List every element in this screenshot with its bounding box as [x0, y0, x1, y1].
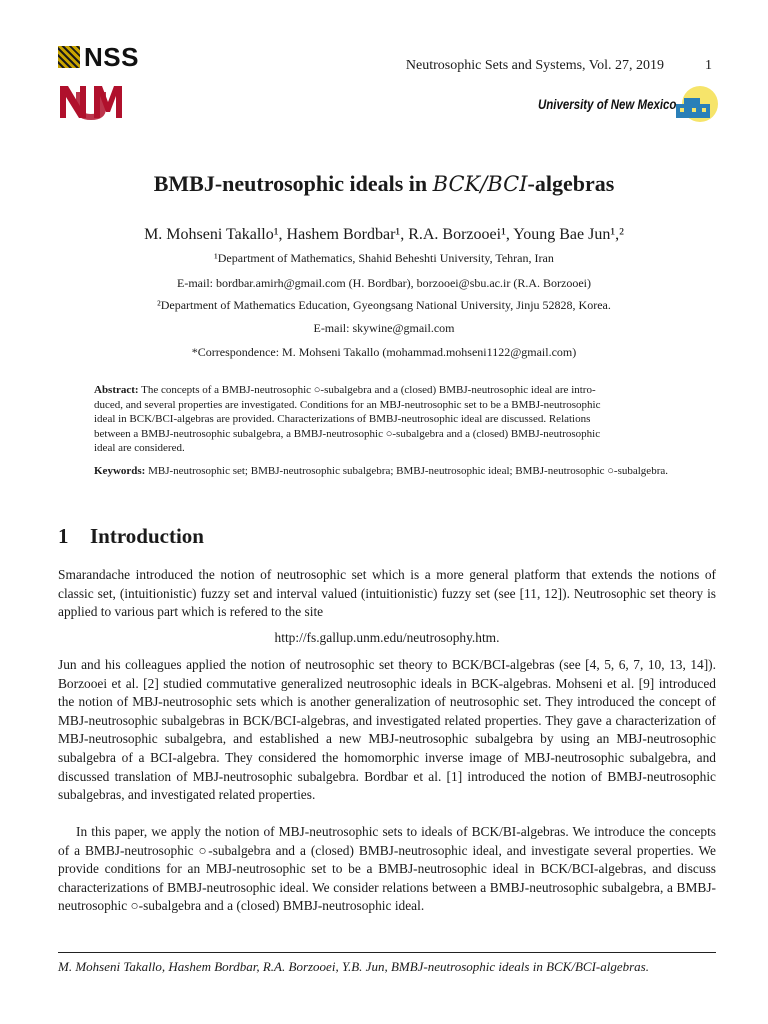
abstract: [94, 383, 678, 456]
running-footer: M. Mohseni Takallo, Hashem Bordbar, R.A. Borzooei, Y.B. Jun, BMBJ-neutrosophic ideals in BCK/BCI-algebras.: [58, 959, 649, 974]
affiliation-1: ¹Department of Mathematics, Shahid Beheshti University, Tehran, Iran: [214, 251, 554, 265]
footer-rule: [58, 952, 716, 953]
unm-logo-icon: [58, 82, 124, 127]
author-list: M. Mohseni Takallo¹, Hashem Bordbar¹, R.A. Borzooei¹, Young Bae Jun¹,²: [144, 226, 624, 243]
section-title: Introduction: [90, 524, 204, 548]
correspondence: *Correspondence: M. Mohseni Takallo (mohammad.mohseni1122@gmail.com): [191, 345, 577, 359]
neutrosophy-url: http://fs.gallup.unm.edu/neutrosophy.htm.: [274, 630, 500, 645]
nss-logo-text: NSS: [84, 42, 139, 72]
abstract-line: duced, and several properties are investigated. Conditions for an MBJ-neutrosophic set to be a BMBJ-neutrosophic: [94, 398, 601, 411]
journal-citation: Neutrosophic Sets and Systems, Vol. 27, 2019: [405, 58, 664, 73]
abstract-line: ideal in BCK/BCI-algebras are provided. Characterizations of BMBJ-neutrosophic ideal are discussed. Relations: [94, 413, 591, 426]
abstract-line: between a BMBJ-neutrosophic subalgebra, a BMBJ-neutrosophic ○-subalgebra and a (closed) BMBJ-neutrosophic: [94, 427, 601, 440]
intro-paragraph-1: Smarandache introduced the notion of neutrosophic set which is a more general platform that extends the notions of classic set, (intuitionistic) fuzzy set and interval valued (intuitionistic) fuzzy set (see [11, 12]). Neutrosophic set theory is applied to various part which is refered to the site: [58, 567, 716, 620]
title-suffix: -algebras: [527, 171, 615, 196]
intro-paragraph-3: In this paper, we apply the notion of MBJ-neutrosophic sets to ideals of BCK/BI-algebras. We introduce the concepts of a BMBJ-neutrosophic ○-subalgebra and a (closed) BMBJ-neutrosophic ideal, and investigate several properties. We provide conditions for an MBJ-neutrosophic set to be a BMBJ-neutrosophic ideal in BCK/BCI-algebras, and discuss characterizations of BMBJ-neutrosophic ideal. We consider relations between a BMBJ-neutrosophic subalgebra, a BMBJ-neutrosophic ○-subalgebra and a (closed) BMBJ-neutrosophic ideal.: [58, 824, 716, 914]
title-math: BCK/BCI: [432, 172, 528, 196]
abstract-label: Abstract:: [94, 384, 139, 396]
university-name: University of New Mexico: [538, 96, 677, 112]
abstract-line: ideal are considered.: [94, 442, 185, 455]
nss-logo: [58, 42, 139, 72]
keywords-label: Keywords:: [94, 465, 146, 477]
abstract-line: The concepts of a BMBJ-neutrosophic ○-subalgebra and a (closed) BMBJ-neutrosophic ideal are intro-: [141, 384, 596, 396]
affiliation-2-email: E-mail: skywine@gmail.com: [313, 321, 455, 335]
adobe-building-icon: [672, 86, 718, 131]
affiliation-2: ²Department of Mathematics Education, Gyeongsang National University, Jinju 52828, Korea.: [157, 298, 611, 312]
section-number: 1: [58, 524, 69, 548]
title-prefix: BMBJ-neutrosophic ideals in: [153, 171, 433, 196]
keywords-text: MBJ-neutrosophic set; BMBJ-neutrosophic subalgebra; BMBJ-neutrosophic ideal; BMBJ-neutrosophic ○-subalgebra.: [148, 465, 668, 477]
page-number: 1: [705, 58, 712, 73]
affiliation-1-email: E-mail: bordbar.amirh@gmail.com (H. Bordbar), borzooei@sbu.ac.ir (R.A. Borzooei): [177, 276, 591, 290]
paper-title: [0, 171, 768, 197]
keywords: [94, 464, 678, 479]
intro-paragraph-2: Jun and his colleagues applied the notion of neutrosophic set theory to BCK/BCI-algebras (see [4, 5, 6, 7, 10, 13, 14]). Borzooei et al. [2] studied commutative generalized neutrosophic ideals in BCK-algebras. Mohseni et al. [9] introduced the notion of MBJ-neutrosophic sets which is another generalization of neutrosophic set. They introduced the concept of MBJ-neutrosophic subalgebras in BCK/BCI-algebras, and investigated related properties. They gave a characterization of MBJ-neutrosophic subalgebra, and established a new MBJ-neutrosophic subalgebra by using an MBJ-neutrosophic subalgebra of a BCI-algebra. They considered the homomorphic inverse image of MBJ-neutrosophic subalgebra, and discussed translation of MBJ-neutrosophic subalgebra. Bordbar et al. [1] introduced the notion of BMBJ-neutrosophic subalgebras, and investigated related properties.: [58, 657, 716, 803]
nss-mark-icon: [58, 46, 80, 68]
section-heading: [58, 524, 204, 549]
